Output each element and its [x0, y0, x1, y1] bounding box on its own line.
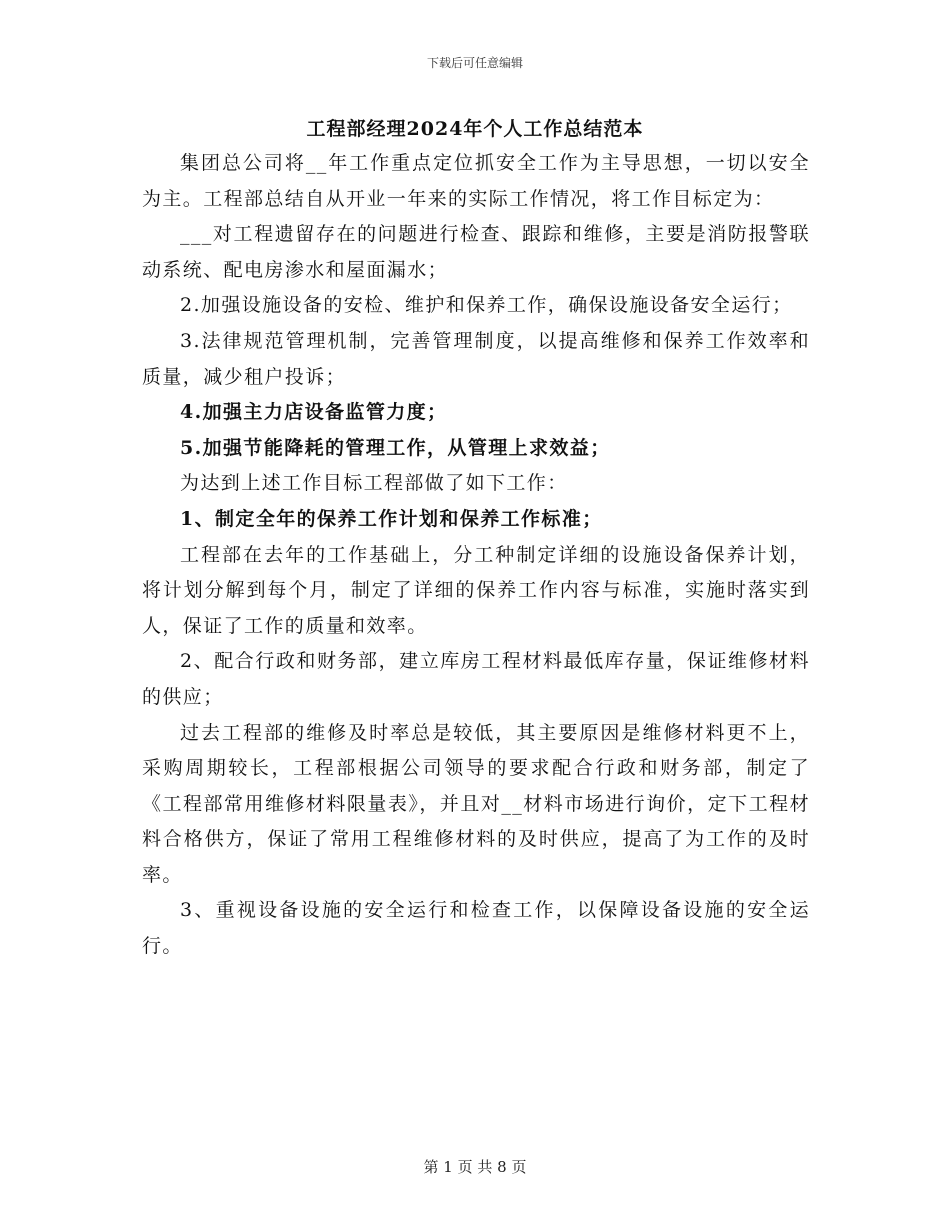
document-title: 工程部经理2024年个人工作总结范本 — [306, 118, 644, 140]
paragraph: ___对工程遗留存在的问题进行检查、跟踪和维修，主要是消防报警联动系统、配电房渗水和屋面漏水； — [142, 223, 810, 281]
paragraph: 过去工程部的维修及时率总是较低，其主要原因是维修材料更不上，采购周期较长，工程部根据公司领导的要求配合行政和财务部，制定了《工程部常用维修材料限量表》，并且对__材料市场进行询价，定下工程材料合格供方，保证了常用工程维修材料的及时供应，提高了为工作的及时率。 — [142, 721, 810, 886]
paragraph: 3.法律规范管理机制，完善管理制度，以提高维修和保养工作效率和质量，减少租户投诉； — [142, 329, 810, 388]
page-footer: 第 1 页 共 8 页 — [423, 1158, 527, 1176]
document-body — [142, 146, 810, 965]
paragraph: 1、制定全年的保养工作计划和保养工作标准； — [180, 507, 603, 530]
paragraph: 为达到上述工作目标工程部做了如下工作： — [180, 472, 568, 495]
paragraph: 4.加强主力店设备监管力度； — [180, 401, 448, 424]
page-header: 下载后可任意编辑 — [426, 56, 523, 70]
paragraph: 2、配合行政和财务部，建立库房工程材料最低库存量，保证维修材料的供应； — [142, 650, 810, 708]
paragraph: 集团总公司将__年工作重点定位抓安全工作为主导思想，一切以安全为主。工程部总结自从开业一年来的实际工作情况，将工作目标定为： — [142, 152, 810, 210]
paragraph: 工程部在去年的工作基础上，分工种制定详细的设施设备保养计划，将计划分解到每个月，制定了详细的保养工作内容与标准，实施时落实到人，保证了工作的质量和效率。 — [142, 543, 810, 637]
paragraph: 2.加强设施设备的安检、维护和保养工作，确保设施设备安全运行； — [180, 294, 793, 317]
paragraph: 3、重视设备设施的安全运行和检查工作，以保障设备设施的安全运行。 — [142, 899, 810, 958]
paragraph: 5.加强节能降耗的管理工作，从管理上求效益； — [180, 436, 611, 459]
